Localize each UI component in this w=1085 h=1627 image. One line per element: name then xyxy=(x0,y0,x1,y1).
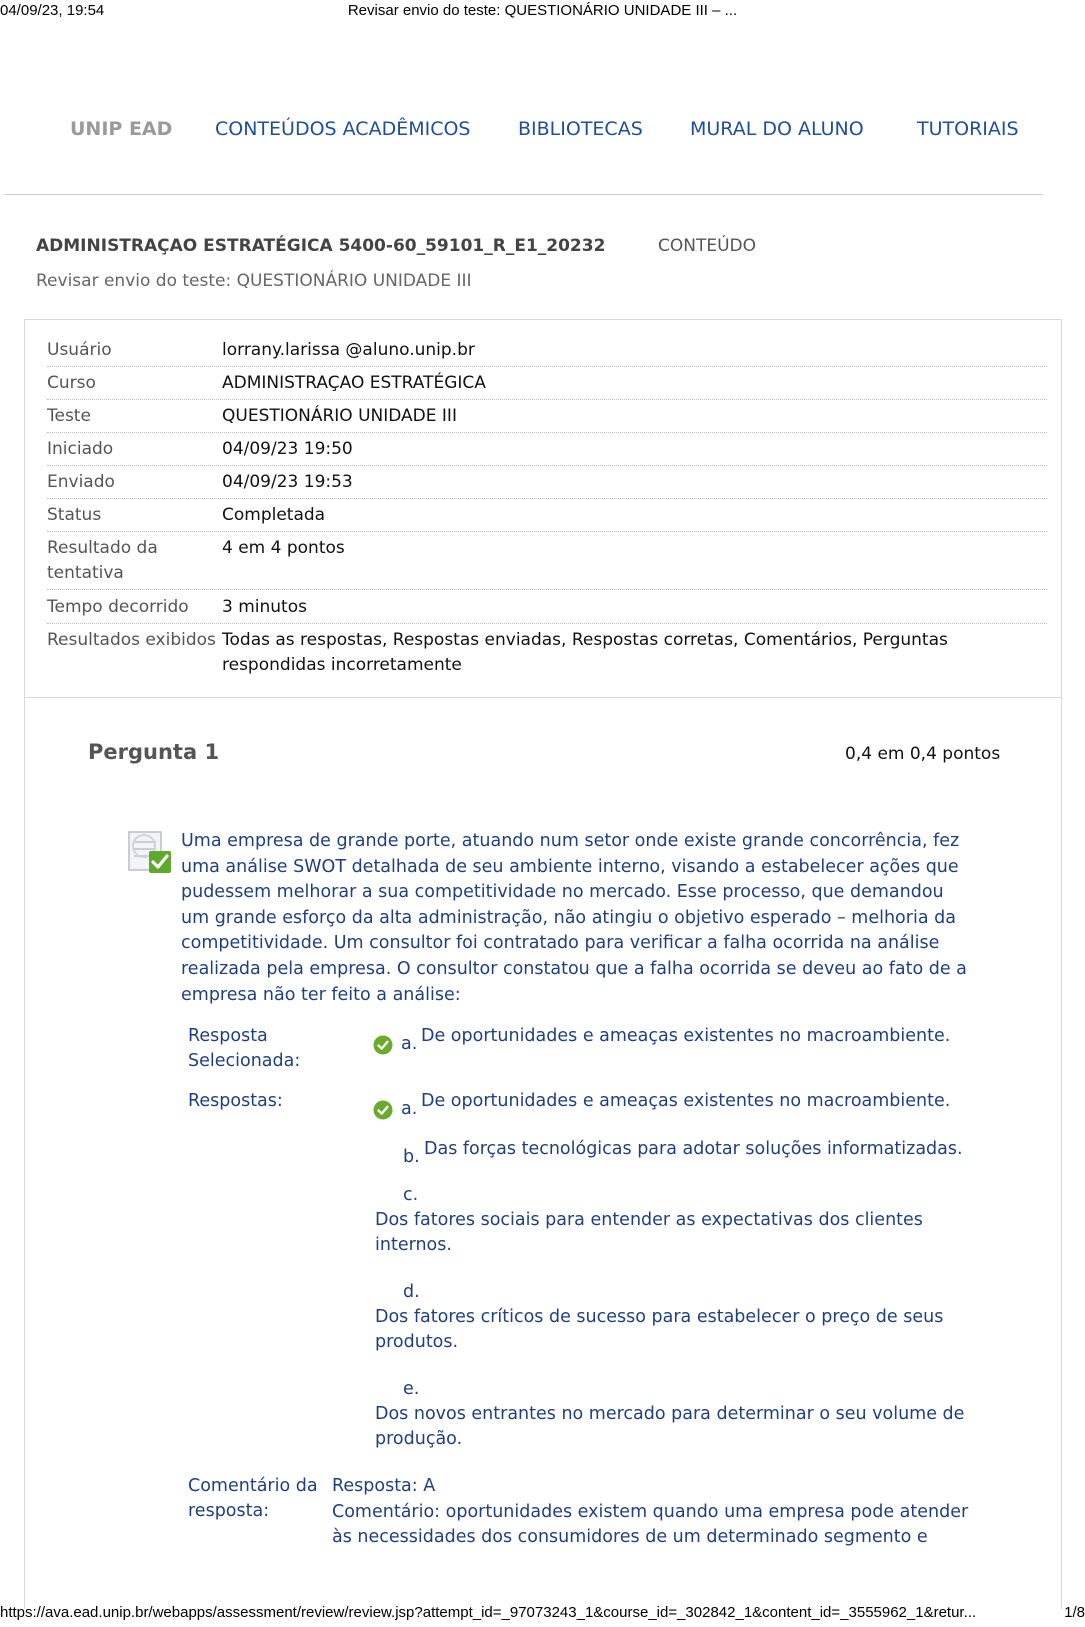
summary-row-status xyxy=(47,503,1047,532)
comment-label: Comentário da resposta: xyxy=(188,1476,318,1521)
print-date: 04/09/23, 19:54 xyxy=(0,2,105,19)
answer-d-letter: d. xyxy=(403,1282,420,1302)
summary-row-enviado xyxy=(47,470,1047,499)
summary-value: lorrany.larissa @aluno.unip.br xyxy=(222,340,475,360)
summary-value: ADMINISTRAÇAO ESTRATÉGICA xyxy=(222,373,486,393)
answers-label: Respostas: xyxy=(188,1091,283,1111)
question-title: Pergunta 1 xyxy=(88,740,220,764)
summary-label: Status xyxy=(47,505,102,525)
answer-b-text: Das forças tecnológicas para adotar soluções informatizadas. xyxy=(424,1139,963,1159)
correct-check-icon xyxy=(373,1100,393,1120)
comment-text: Comentário: oportunidades existem quando uma empresa pode atender às necessidades dos consumidores de um determinado segmento e xyxy=(332,1501,969,1548)
summary-label: Tempo decorrido xyxy=(47,597,189,617)
nav-mural-do-aluno[interactable]: MURAL DO ALUNO xyxy=(690,118,864,140)
comment-answer: Resposta: A xyxy=(332,1476,436,1496)
nav-bibliotecas[interactable]: BIBLIOTECAS xyxy=(518,118,643,140)
answer-a-letter: a. xyxy=(401,1099,418,1119)
print-footer xyxy=(0,1602,1085,1624)
nav-conteudos-academicos[interactable]: CONTEÚDOS ACADÊMICOS xyxy=(215,118,471,140)
course-title: ADMINISTRAÇAO ESTRATÉGICA 5400-60_59101_R_E1_20232 xyxy=(36,236,606,256)
summary-row-curso xyxy=(47,371,1047,400)
nav-tutoriais[interactable]: TUTORIAIS xyxy=(917,118,1019,140)
correct-check-icon xyxy=(373,1035,393,1055)
summary-row-tempo xyxy=(47,595,1047,624)
nav-brand-unip-ead[interactable]: UNIP EAD xyxy=(70,118,173,140)
content-link[interactable]: CONTEÚDO xyxy=(658,236,757,256)
summary-label: Resultados exibidos xyxy=(47,630,216,650)
summary-label: Resultado da tentativa xyxy=(47,538,158,583)
summary-value: 04/09/23 19:50 xyxy=(222,439,353,459)
print-header xyxy=(0,0,1085,22)
correct-question-icon xyxy=(127,829,173,875)
summary-value: QUESTIONÁRIO UNIDADE III xyxy=(222,406,457,426)
answer-comment xyxy=(332,1474,982,1551)
summary-label: Usuário xyxy=(47,340,112,360)
answer-b-letter: b. xyxy=(403,1147,420,1167)
summary-value: 04/09/23 19:53 xyxy=(222,472,353,492)
summary-label: Curso xyxy=(47,373,96,393)
answer-c-text: Dos fatores sociais para entender as expectativas dos clientes internos. xyxy=(375,1210,923,1255)
selected-answer-letter: a. xyxy=(401,1034,418,1054)
summary-row-resultados-exibidos xyxy=(47,628,1047,682)
answer-a-text: De oportunidades e ameaças existentes no macroambiente. xyxy=(421,1091,951,1111)
question-text: Uma empresa de grande porte, atuando num setor onde existe grande concorrência, fez uma análise SWOT detalhada de seu ambiente interno, visando a estabelecer ações que pudessem melhorar a sua competitividade no mercado. Esse processo, que demandou um grande esforço da alta administração, não atingiu o objetivo esperado – melhoria da competitividade. Um consultor foi contratado para verificar a falha ocorrida na análise realizada pela empresa. O consultor constatou que a falha ocorrida se deveu ao fato de a empresa não ter feito a análise: xyxy=(181,831,967,1005)
summary-value: Completada xyxy=(222,505,326,525)
summary-label: Teste xyxy=(47,406,91,426)
summary-label: Iniciado xyxy=(47,439,114,459)
summary-value: Todas as respostas, Respostas enviadas, Respostas corretas, Comentários, Perguntas respondidas incorretamente xyxy=(222,630,948,675)
summary-row-teste xyxy=(47,404,1047,433)
answer-e-text: Dos novos entrantes no mercado para determinar o seu volume de produção. xyxy=(375,1404,965,1449)
summary-value: 4 em 4 pontos xyxy=(222,538,345,558)
top-navigation xyxy=(0,118,1085,148)
summary-row-usuario xyxy=(47,338,1047,367)
print-title: Revisar envio do teste: QUESTIONÁRIO UNIDADE III – ... xyxy=(347,2,738,19)
nav-divider xyxy=(4,194,1043,195)
summary-row-resultado xyxy=(47,536,1047,590)
question-score: 0,4 em 0,4 pontos xyxy=(845,744,1001,764)
summary-row-iniciado xyxy=(47,437,1047,466)
answer-d-text: Dos fatores críticos de sucesso para estabelecer o preço de seus produtos. xyxy=(375,1307,944,1352)
print-url: https://ava.ead.unip.br/webapps/assessment/review/review.jsp?attempt_id=_97073243_1&course_id=_302842_1&content_id=_3555962_1&retur... xyxy=(0,1604,977,1621)
summary-label: Enviado xyxy=(47,472,115,492)
selected-answer-text: De oportunidades e ameaças existentes no macroambiente. xyxy=(421,1026,951,1046)
answer-c-letter: c. xyxy=(403,1185,419,1205)
selected-answer-label: Resposta Selecionada: xyxy=(188,1026,301,1071)
summary-value: 3 minutos xyxy=(222,597,307,617)
print-page-number: 1/8 xyxy=(1064,1604,1085,1621)
attempt-summary xyxy=(25,320,1061,698)
breadcrumb: Revisar envio do teste: QUESTIONÁRIO UNIDADE III xyxy=(36,271,472,291)
answer-e-letter: e. xyxy=(403,1379,420,1399)
